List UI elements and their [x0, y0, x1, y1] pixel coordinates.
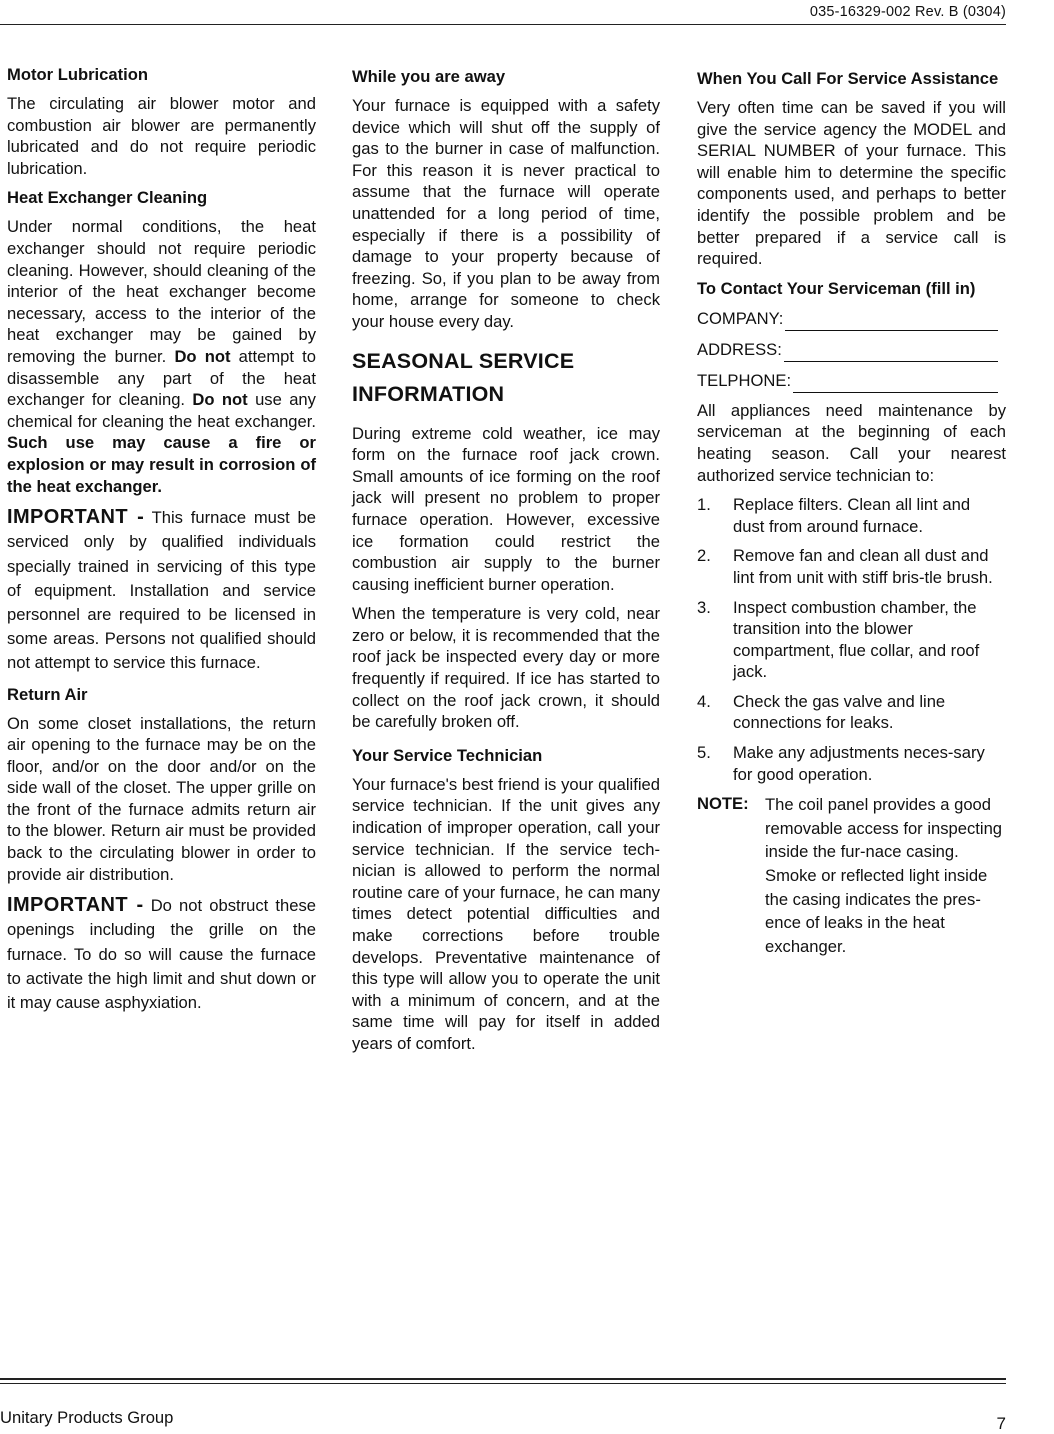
step-number: 1.	[697, 495, 711, 515]
call-service-heading: When You Call For Service Assistance	[697, 69, 999, 88]
list-item	[697, 742, 1006, 785]
return-air-heading: Return Air	[7, 684, 88, 704]
coil-panel-note	[697, 793, 1006, 958]
maintenance-steps	[697, 494, 1006, 785]
address-blank[interactable]	[784, 344, 998, 362]
motor-lubrication-heading: Motor Lubrication	[7, 65, 149, 84]
seasonal-service-heading: SEASONAL SERVICE INFORMATION	[352, 348, 575, 406]
column-2	[352, 64, 660, 1063]
important-service-notice	[7, 505, 316, 675]
step-text: Replace filters. Clean all lint and dust from around furnace.	[733, 495, 971, 536]
step-number: 3.	[697, 597, 711, 617]
heat-warning: Such use may cause a fire or explosion or may result in corrosion of the heat exchanger.	[7, 433, 316, 496]
step-text: Remove fan and clean all dust and lint from unit with stiff bris-tle brush.	[733, 546, 993, 587]
service-technician-heading: Your Service Technician	[352, 745, 543, 765]
important-service-text: This furnace must be serviced only by qualified individuals specially trained in servicing of this type of equipment. Installation and service personnel are required to be licensed in some areas. Persons not qualified should not attempt to service this furnace.	[7, 508, 316, 673]
address-label: ADDRESS:	[697, 339, 782, 359]
telephone-blank[interactable]	[793, 375, 998, 393]
while-away-text: Your furnace is equipped with a safety device which will shut off the supply of gas to the burner in case of malfunction. For this reason it is never practical to assume that the furnace will operate unattended for a long period of time, especially if there is a possibility of damage to your property because of freezing. So, if you plan to be away from home, arrange for someone to check your house every day.	[352, 96, 660, 331]
column-3	[697, 64, 1006, 958]
footer-company: Unitary Products Group	[0, 1408, 174, 1427]
heat-text-2: attempt to disassemble any part of the heat exchanger for cleaning.	[7, 346, 316, 410]
company-field[interactable]	[697, 307, 1006, 331]
list-item	[697, 545, 1006, 588]
return-air-text: On some closet installations, the return air opening to the furnace may be on the floor, and/or on the door and/or on the side wall of the closet. The upper grille on the front of the furnace admits return air to the blower. Return air must be provided back to the circulating blower in order to provide air distribution.	[7, 713, 316, 884]
step-number: 2.	[697, 546, 711, 566]
heat-exchanger-text	[7, 216, 316, 497]
important-obstruct-text: Do not obstruct these openings including the grille on the furnace. To do so will cause the furnace to activate the high limit and shut down or it may cause asphyxiation.	[7, 896, 316, 1013]
step-text: Inspect combustion chamber, the transition into the blower compartment, flue collar, and roof jack.	[733, 597, 980, 682]
telephone-field[interactable]	[697, 369, 1006, 393]
service-technician-text: Your furnace's best friend is your qualified service technician. If the unit gives any indication of improper operation, call your service technician. If the service technician is allowed to perform the normal routine care of your furnace, he can many times detect potential difficulties and make corrections before trouble develops. Preventative maintenance of this type will allow you to operate the unit with a minimum of concern, and at the same time will pay for itself in added years of comfort.	[352, 774, 660, 1053]
important-obstruct-notice	[7, 893, 316, 1015]
page-number: 7	[996, 1414, 1006, 1433]
while-away-heading: While you are away	[352, 67, 506, 86]
important-label: IMPORTANT -	[7, 894, 144, 917]
company-label: COMPANY:	[697, 308, 784, 328]
list-item	[697, 691, 1006, 734]
heat-text-1: Under normal conditions, the heat exchanger should not require periodic cleaning. However, should cleaning of the interior of the heat exchanger become necessary, access to the interior of the heat exchanger may be gained by removing the burner.	[7, 217, 316, 366]
call-service-text: Very often time can be saved if you will give the service agency the MODEL and SERIAL NUMBER of your furnace. This will enable him to determine the specific components used, and perhaps to better identify the possible problem and be better prepared if a service call is required.	[697, 98, 1006, 269]
telephone-label: TELPHONE:	[697, 370, 792, 390]
seasonal-text-2: When the temperature is very cold, near zero or below, it is recommended that the roof jack be inspected every day or more frequently if required. If ice has started to collect on the roof jack crown, it should be carefully broken off.	[352, 604, 660, 732]
contact-serviceman-heading: To Contact Your Serviceman (fill in)	[697, 278, 976, 298]
seasonal-text-1: During extreme cold weather, ice may form on the furnace roof jack crown. Small amounts of ice forming on the roof jack will present no problem to proper furnace operation. However, excessive ice formation could restrict the combustion air supply to the burner causing inefficient burner operation.	[352, 423, 660, 594]
list-item	[697, 597, 1006, 683]
step-text: Make any adjustments neces-sary for good operation.	[733, 743, 985, 784]
heat-bold-2: Do not	[192, 390, 248, 410]
heat-bold-1: Do not	[174, 346, 231, 366]
company-blank[interactable]	[785, 313, 998, 331]
step-number: 4.	[697, 691, 711, 711]
heat-exchanger-heading: Heat Exchanger Cleaning	[7, 188, 208, 208]
footer-rule-thin	[0, 1383, 1006, 1384]
address-field[interactable]	[697, 338, 1006, 362]
maintenance-text: All appliances need maintenance by serviceman at the beginning of each heating season. Call your nearest authorized service technician to:	[697, 400, 1006, 485]
note-label: NOTE:	[697, 794, 749, 814]
heat-text-3: use any chemical for cleaning the heat exchanger.	[7, 390, 316, 431]
important-label: IMPORTANT -	[7, 506, 145, 529]
header-rule	[0, 24, 1006, 25]
footer-rule	[0, 1378, 1006, 1380]
step-text: Check the gas valve and line connections for leaks.	[733, 691, 946, 733]
note-text: The coil panel provides a good removable access for inspecting inside the fur-nace casing. Smoke or reflected light inside the casing indicates the pres-ence of leaks in the heat exchanger.	[765, 795, 1003, 956]
motor-lubrication-text: The circulating air blower motor and combustion air blower are permanently lubricated and do not require periodic lubrication.	[7, 94, 316, 178]
column-1	[7, 64, 316, 1023]
document-number: 035-16329-002 Rev. B (0304)	[809, 4, 1006, 20]
step-number: 5.	[697, 743, 711, 763]
list-item	[697, 494, 1006, 537]
